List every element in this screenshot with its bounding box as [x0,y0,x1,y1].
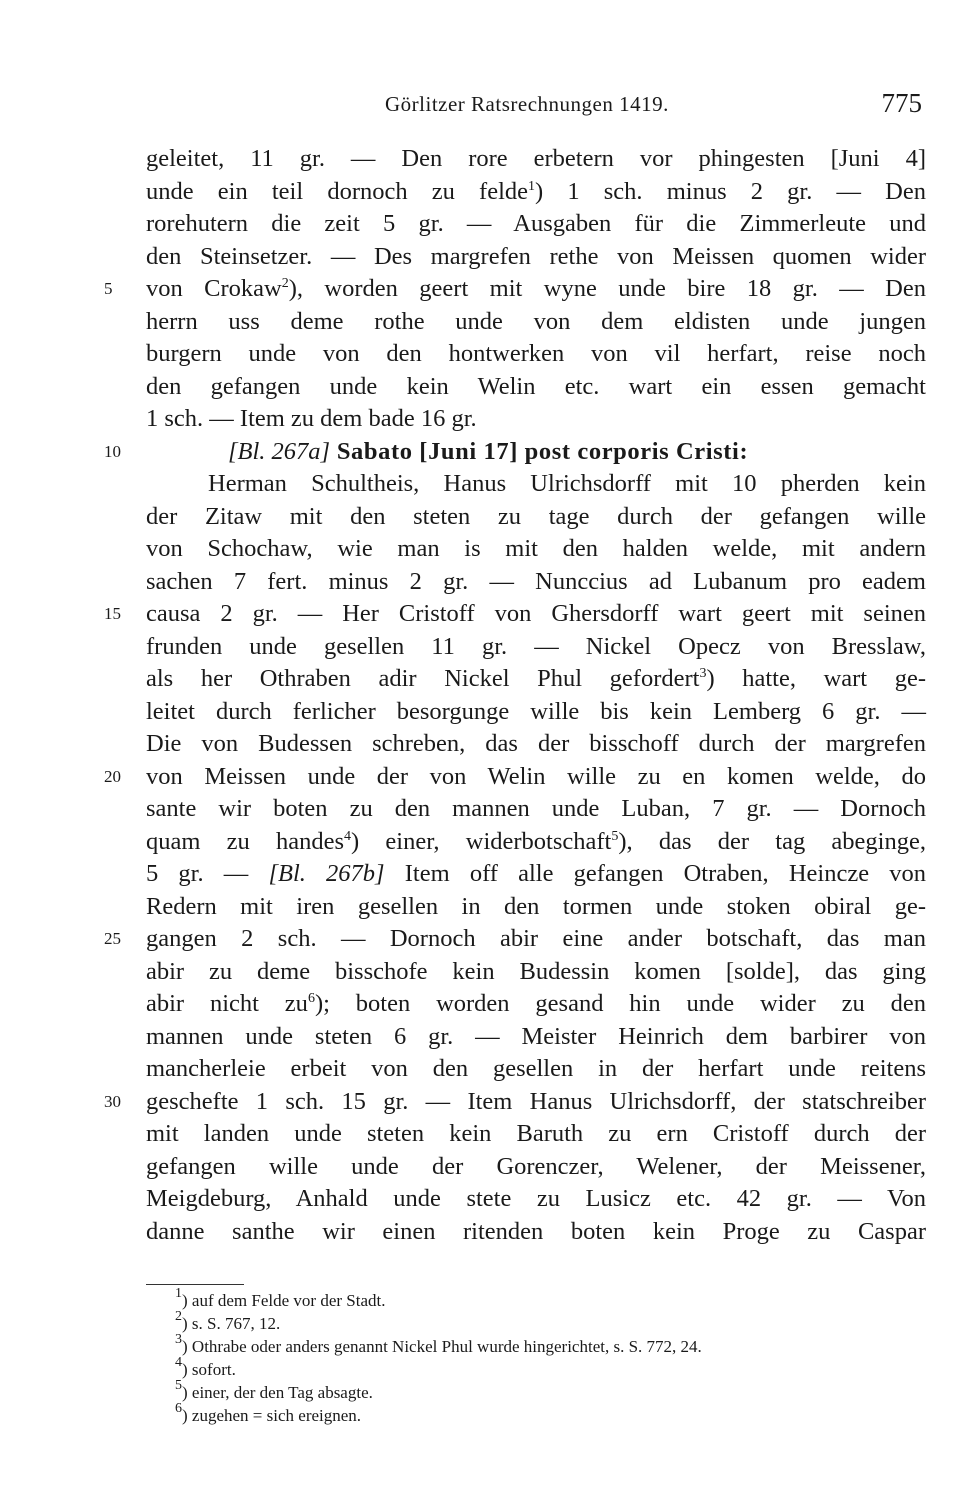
body-line: mancherleie erbeit von den gesellen in der herfart unde reitens [146,1055,926,1082]
footnote: $^3$) Othrabe oder anders genannt Nickel Phul wurde hingerichtet, s. S. 772, 24. [175,1332,702,1356]
footnote-ref: 3 [699,666,707,681]
body-line: 5 gr. — [Bl. 267b] Item off alle gefangen Otraben, Heincze von [146,860,926,887]
body-line: geleitet, 11 gr. — Den rore erbetern vor phingesten [Juni 4] [146,145,926,172]
line-number: 30 [104,1091,121,1111]
body-line: causa 2 gr. — Her Cristoff von Ghersdorff wart geert mit seinen [146,600,926,627]
body-line: den gefangen unde kein Welin etc. wart ein essen gemacht [146,372,926,400]
body-line: herrn uss deme rothe unde von dem eldisten unde jungen [146,307,926,335]
body-line: rorehutern die zeit 5 gr. — Ausgaben für die Zimmerleute und [146,210,926,237]
folio-reference: [Bl. 267a] [228,437,331,465]
body-line: von Meissen unde der von Welin wille zu en komen welde, do [146,762,926,790]
body-line: gangen 2 sch. — Dornoch abir eine ander botschaft, das man [146,925,926,952]
footnote: $^5$) einer, der den Tag absagte. [175,1378,373,1402]
body-line: mannen unde steten 6 gr. — Meister Heinrich dem barbirer von [146,1022,926,1050]
footnote-ref: 6 [307,991,315,1006]
section-heading: [Bl. 267a] Sabato [Juni 17] post corporis Cristi: [228,437,749,465]
body-line: sante wir boten zu den mannen unde Luban, 7 gr. — Dornoch [146,795,926,822]
body-line: Die von Budessen schreben, das der bisschoff durch der margrefen [146,730,926,757]
body-line: Redern mit iren gesellen in den tormen unde stoken obiral ge- [146,892,926,920]
footnote: $^1$) auf dem Felde vor der Stadt. [175,1286,386,1310]
body-line: unde ein teil dornoch zu felde$^1$) 1 sch. minus 2 gr. — Den [146,177,926,205]
body-line: sachen 7 fert. minus 2 gr. — Nunccius ad Lubanum pro eadem [146,567,926,595]
line-number: 15 [104,604,121,623]
body-line: abir nicht $zu^6$); boten worden gesand hin unde wider zu den [146,990,926,1017]
body-line: als her Othraben adir Nickel Phul gefordert$^3$) hatte, wart ge- [146,665,927,692]
footnote-separator [146,1284,244,1285]
body-line: gefangen wille unde der Gorenczer, Welener, der Meissener, [146,1152,926,1180]
body-line: von Schochaw, wie man is mit den halden welde, mit andern [146,535,926,562]
footnote: $^4$) sofort. [175,1355,236,1379]
body-line: quam zu handes$^4$) einer, widerbotschaft$^5$), das der tag abeginge, [146,827,926,855]
running-title: Görlitzer Ratsrechnungen 1419. [385,92,669,116]
body-line: geschefte 1 sch. 15 gr. — Item Hanus Ulrichsdorff, der statschreiber [146,1087,926,1115]
line-number: 20 [104,766,121,786]
footnote-ref: 1 [528,178,536,194]
footnote: $^6$) zugehen = sich ereignen. [175,1401,362,1425]
footnote-ref: 2 [281,276,289,291]
footnote-ref: 4 [344,828,352,844]
line-number: 10 [104,441,121,461]
body-line: abir zu deme bisschofe kein Budessin komen [solde], das ging [146,957,926,985]
line-number: 25 [104,929,121,948]
body-line: den Steinsetzer. — Des margrefen rethe von Meissen quomen wider [146,242,926,270]
body-line: burgern unde von den hontwerken von vil herfart, reise noch [146,340,926,367]
body-line: Herman Schultheis, Hanus Ulrichsdorff mit 10 pherden kein [208,470,926,497]
footnote: $^2$) s. S. 767, 12. [175,1309,281,1333]
body-line: Meigdeburg, Anhald unde stete zu Lusicz etc. 42 gr. — Von [146,1185,926,1212]
body-line: leitet durch ferlicher besorgunge wille bis kein Lemberg 6 gr. — [146,697,926,725]
page-number: 775 [881,88,922,118]
line-number: 5 [104,279,113,298]
body-line: danne santhe wir einen ritenden boten kein Proge zu Caspar [146,1217,926,1245]
body-line: von Crokaw$^2$), worden geert mit wyne unde bire 18 gr. — Den [146,275,926,302]
footnote-ref: 5 [611,828,619,844]
folio-reference: [Bl. 267b] [268,860,385,887]
body-line: der Zitaw mit den steten zu tage durch der gefangen wille [146,502,926,530]
body-line: mit landen unde steten kein Baruth zu ern Cristoff durch der [146,1120,926,1147]
body-line: 1 sch. — Item zu dem bade 16 gr. [146,405,477,432]
body-line: frunden unde gesellen 11 gr. — Nickel Opecz von Bresslaw, [146,632,926,660]
